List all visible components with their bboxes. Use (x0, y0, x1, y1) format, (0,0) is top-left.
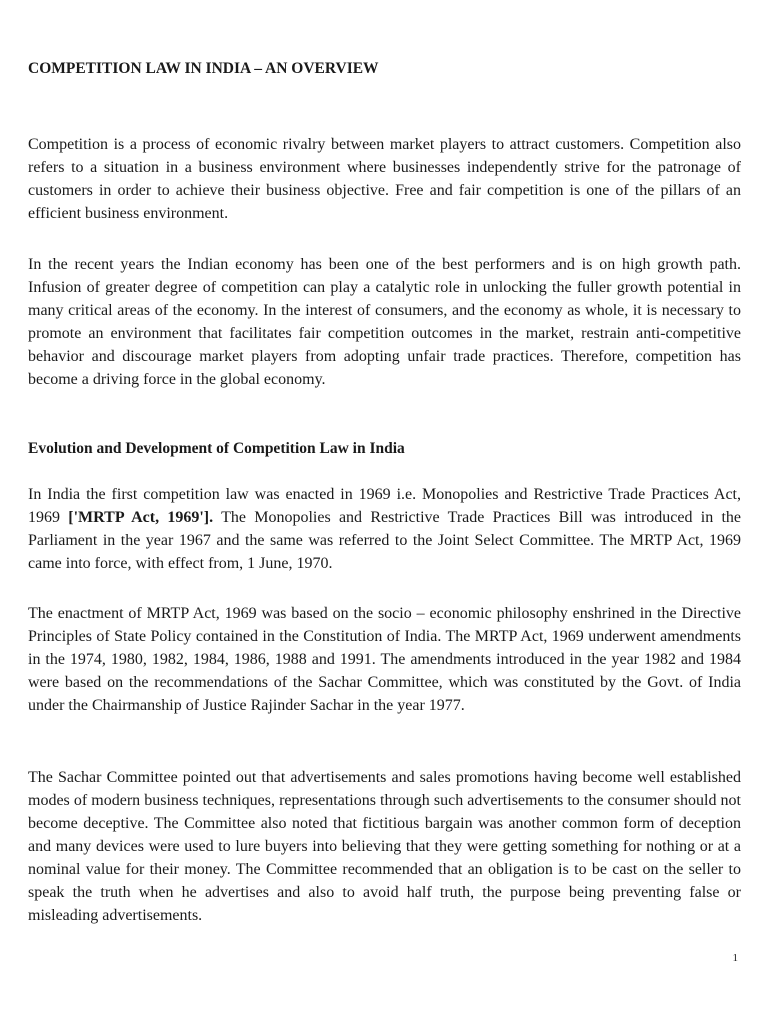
paragraph-mrtp-act (28, 483, 741, 575)
paragraph-mrtp-act-text-start: In India the first competition law was enacted in 1969 i.e. Monopolies and Restrictive Trade Practices Act, 1969 (28, 486, 741, 526)
paragraph-sachar-committee: The Sachar Committee pointed out that advertisements and sales promotions having become well established modes of modern business techniques, representations through such advertisements to the consumer should not become deceptive. The Committee also noted that fictitious bargain was another common form of deception and many devices were used to lure buyers into believing that they were getting something for nothing or at a nominal value for their money. The Committee recommended that an obligation is to be cast on the seller to speak the truth when he advertises and also to avoid half truth, the purpose being preventing false or misleading advertisements. (28, 769, 741, 924)
paragraph-indian-economy: In the recent years the Indian economy has been one of the best performers and is on high growth path. Infusion of greater degree of competition can play a catalytic role in unlocking the fuller growth potential in many critical areas of the economy. In the interest of consumers, and the economy as whole, it is necessary to promote an environment that facilitates fair competition outcomes in the market, restrain anti-competitive behavior and discourage market players from adopting unfair trade practices. Therefore, competition has become a driving force in the global economy. (28, 256, 741, 388)
page-number: 1 (732, 952, 738, 964)
paragraph-mrtp-act-text-end: The Monopolies and Restrictive Trade Practices Bill was introduced in the Parliament in the year 1967 and the same was referred to the Joint Select Committee. The MRTP Act, 1969 came into force, with effect from, 1 June, 1970. (28, 509, 742, 572)
paragraph-competition-definition: Competition is a process of economic rivalry between market players to attract customers. Competition also refers to a situation in a business environment where businesses independently strive for the patronage of customers in order to achieve their business objective. Free and fair competition is one of the pillars of an efficient business environment. (28, 136, 741, 222)
document-title: COMPETITION LAW IN INDIA – AN OVERVIEW (28, 60, 379, 77)
paragraph-mrtp-enactment: The enactment of MRTP Act, 1969 was based on the socio – economic philosophy enshrined in the Directive Principles of State Policy contained in the Constitution of India. The MRTP Act, 1969 underwent amendments in the 1974, 1980, 1982, 1984, 1986, 1988 and 1991. The amendments introduced in the year 1982 and 1984 were based on the recommendations of the Sachar Committee, which was constituted by the Govt. of India under the Chairmanship of Justice Rajinder Sachar in the year 1977. (28, 605, 741, 714)
section-heading-evolution: Evolution and Development of Competition Law in India (28, 440, 405, 457)
mrtp-act-bold-reference: ['MRTP Act, 1969']. (68, 509, 214, 526)
